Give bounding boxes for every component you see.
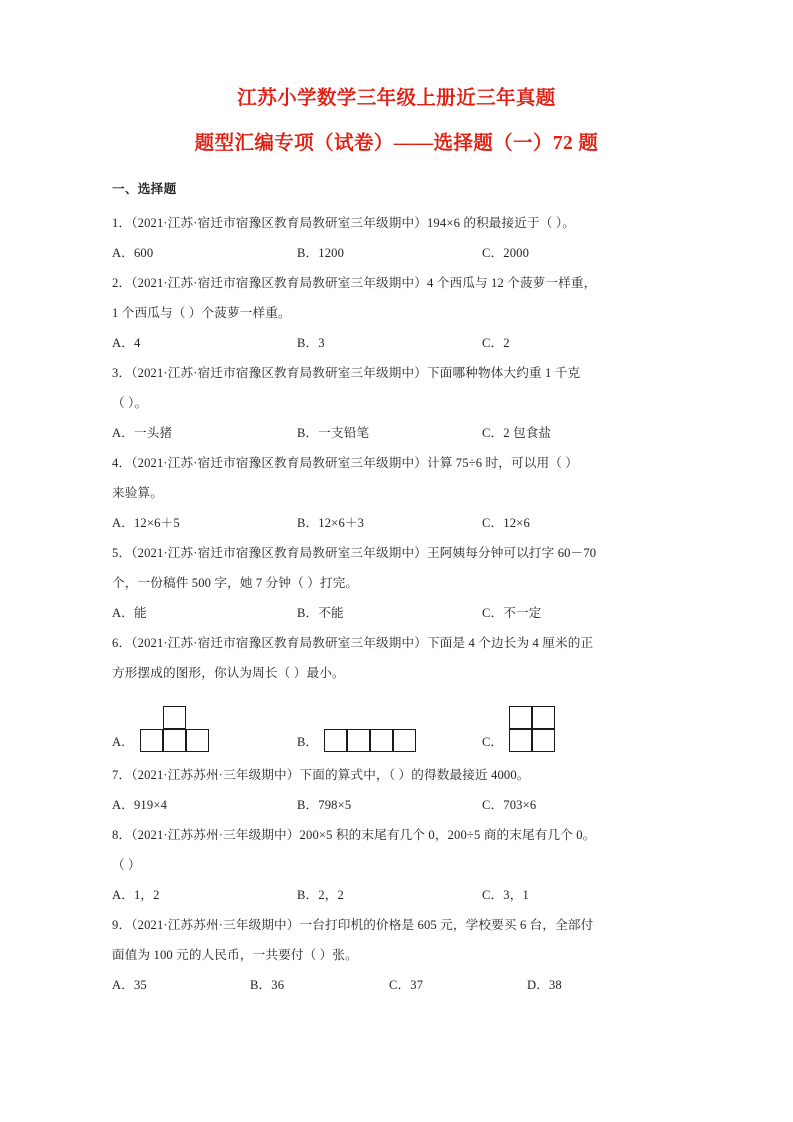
question-2-stem-line-2: 1 个西瓜与（ ）个菠萝一样重。 (112, 306, 291, 321)
question-2-stem-line-1: 2．（2021·江苏·宿迁市宿豫区教育局教研室三年级期中）4 个西瓜与 12 个菠萝一样重， (112, 276, 597, 291)
question-6-options (112, 688, 701, 760)
question-4-stem-line-2: 来验算。 (112, 486, 163, 501)
question-9-option-b[interactable]: B．36 (250, 978, 285, 993)
question-5 (112, 538, 701, 628)
question-6-option-c[interactable] (482, 706, 555, 752)
question-4-options (112, 508, 701, 538)
question-5-option-b[interactable]: B．不能 (297, 606, 344, 621)
question-1-option-c[interactable]: C．2000 (482, 246, 530, 261)
question-6 (112, 628, 701, 760)
question-9-stem-line-1: 9．（2021·江苏苏州·三年级期中）一台打印机的价格是 605 元，学校要买 6 台，全部付 (112, 918, 594, 933)
question-3 (112, 358, 701, 448)
question-2-options (112, 328, 701, 358)
question-1-option-a[interactable]: A．600 (112, 246, 154, 261)
question-3-stem-line-1: 3．（2021·江苏·宿迁市宿豫区教育局教研室三年级期中）下面哪种物体大约重 1 千克 (112, 366, 581, 381)
question-6-option-b[interactable] (297, 729, 416, 752)
question-7-option-c[interactable]: C．703×6 (482, 798, 537, 813)
question-2-option-c[interactable]: C．2 (482, 336, 510, 351)
question-5-stem-line-1: 5．（2021·江苏·宿迁市宿豫区教育局教研室三年级期中）王阿姨每分钟可以打字 60－70 (112, 546, 597, 561)
question-6-option-c-label: C． (482, 734, 503, 749)
question-9-option-a[interactable]: A．35 (112, 978, 147, 993)
question-7-options (112, 790, 701, 820)
question-6-option-a[interactable] (112, 706, 209, 752)
question-1-stem-line-1: 1．（2021·江苏·宿迁市宿豫区教育局教研室三年级期中）194×6 的积最接近于（ ）。 (112, 216, 576, 231)
question-2-option-b[interactable]: B．3 (297, 336, 325, 351)
question-6-option-a-label: A． (112, 734, 134, 749)
question-3-options (112, 418, 701, 448)
paper-body (0, 155, 793, 1001)
question-4-option-c[interactable]: C．12×6 (482, 516, 530, 531)
question-8 (112, 820, 701, 910)
question-1 (112, 208, 701, 268)
question-6-option-b-label: B． (297, 734, 318, 749)
question-4-option-a[interactable]: A．12×6＋5 (112, 516, 180, 531)
two-by-two-square-shape-icon (509, 706, 555, 752)
t-tetromino-shape-icon (140, 706, 209, 752)
question-3-option-c[interactable]: C．2 包食盐 (482, 426, 552, 441)
question-3-option-a[interactable]: A．一头猪 (112, 426, 173, 441)
question-7-stem-line-1: 7．（2021·江苏苏州·三年级期中）下面的算式中，（ ）的得数最接近 4000。 (112, 768, 530, 783)
question-3-option-b[interactable]: B．一支铅笔 (297, 426, 370, 441)
document-title: 江苏小学数学三年级上册近三年真题 (237, 88, 556, 109)
question-5-option-a[interactable]: A．能 (112, 606, 147, 621)
section-heading-multiple-choice: 一、选择题 (112, 181, 177, 196)
question-1-option-b[interactable]: B．1200 (297, 246, 345, 261)
question-4-option-b[interactable]: B．12×6＋3 (297, 516, 365, 531)
question-7-option-b[interactable]: B．798×5 (297, 798, 352, 813)
question-8-options (112, 880, 701, 910)
question-6-stem-line-2: 方形摆成的图形，你认为周长（ ）最小。 (112, 666, 345, 681)
title-block (0, 0, 793, 155)
question-2-option-a[interactable]: A．4 (112, 336, 141, 351)
question-8-stem-line-1: 8．（2021·江苏苏州·三年级期中）200×5 积的末尾有几个 0，200÷5 商的末尾有几个 0。 (112, 828, 596, 843)
question-9-stem-line-2: 面值为 100 元的人民币，一共要付（ ）张。 (112, 948, 358, 963)
question-8-option-a[interactable]: A．1，2 (112, 888, 160, 903)
question-8-option-b[interactable]: B．2，2 (297, 888, 344, 903)
question-6-stem-line-1: 6．（2021·江苏·宿迁市宿豫区教育局教研室三年级期中）下面是 4 个边长为 4 厘米的正 (112, 636, 594, 651)
question-3-stem-line-2: （ ）。 (112, 396, 148, 411)
question-9 (112, 910, 701, 1000)
question-7-option-a[interactable]: A．919×4 (112, 798, 168, 813)
question-8-stem-line-2: （ ） (112, 858, 141, 873)
question-8-option-c[interactable]: C．3，1 (482, 888, 529, 903)
question-5-option-c[interactable]: C．不一定 (482, 606, 542, 621)
document-subtitle: 题型汇编专项（试卷）——选择题（一）72 题 (194, 133, 599, 155)
question-9-option-d[interactable]: D．38 (527, 978, 562, 993)
question-4 (112, 448, 701, 538)
question-4-stem-line-1: 4．（2021·江苏·宿迁市宿豫区教育局教研室三年级期中）计算 75÷6 时，可以用（ ） (112, 456, 578, 471)
question-1-options (112, 238, 701, 268)
question-9-options (112, 970, 701, 1000)
question-9-option-c[interactable]: C．37 (389, 978, 424, 993)
question-2 (112, 268, 701, 358)
question-5-options (112, 598, 701, 628)
question-7 (112, 760, 701, 820)
row-of-four-squares-shape-icon (324, 729, 416, 752)
question-5-stem-line-2: 个，一份稿件 500 字，她 7 分钟（ ）打完。 (112, 576, 359, 591)
